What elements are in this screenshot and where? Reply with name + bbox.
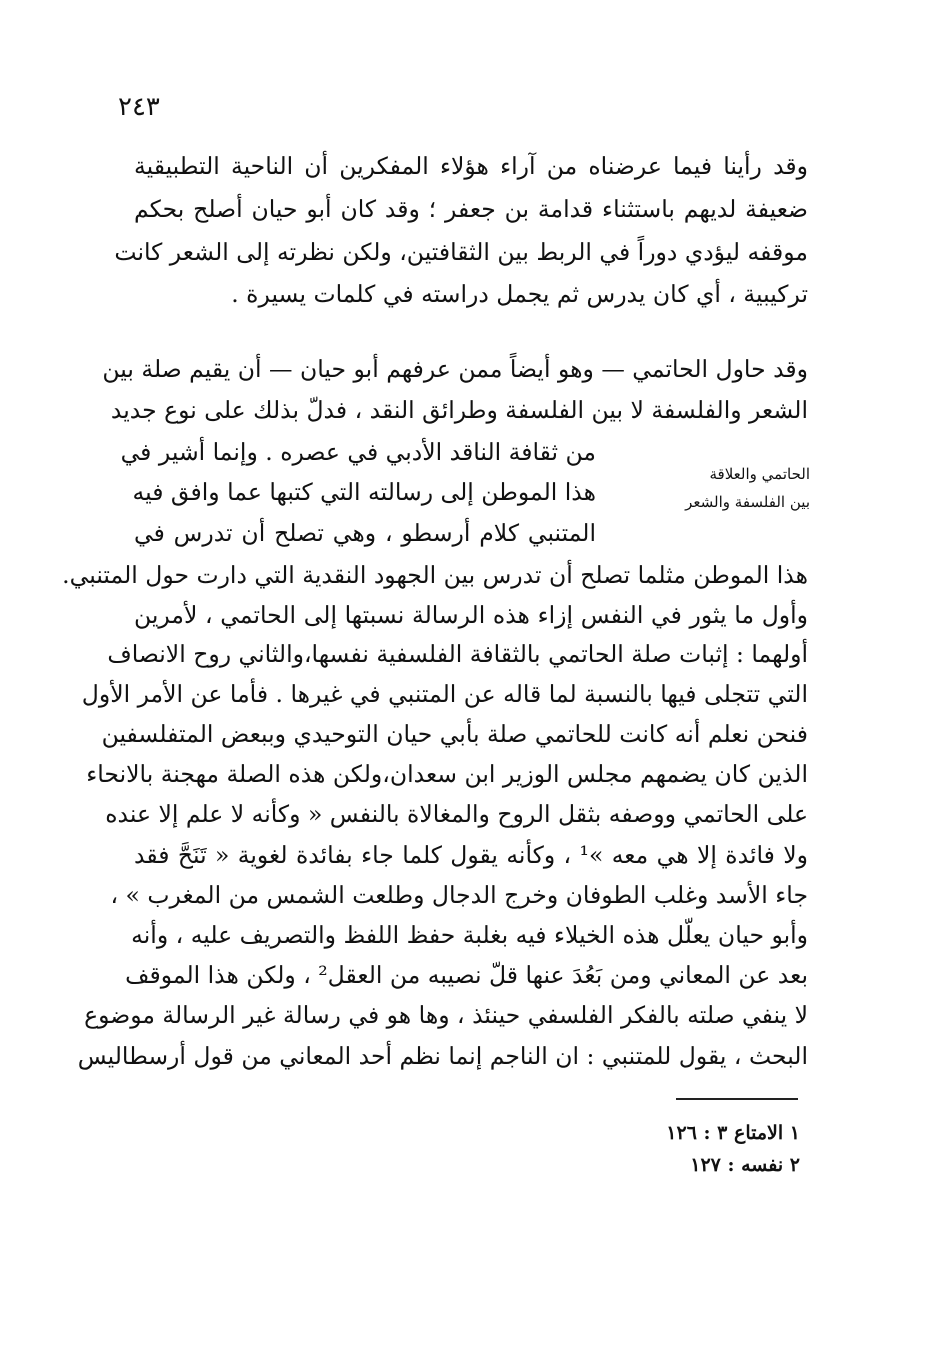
paragraph-2-line-15: البحث ، يقول للمتنبي : ان الناجم إنما نظم أحد المعاني من قول أرسطاليس xyxy=(77,1042,808,1070)
footnote-1: ١ الامتاع ٣ : ١٢٦ xyxy=(666,1122,800,1144)
margin-note-line-2: بين الفلسفة والشعر xyxy=(685,493,810,511)
paragraph-2-line-7: فنحن نعلم أنه كانت للحاتمي صلة بأبي حيان التوحيدي وببعض المتفلسفين xyxy=(101,720,808,748)
page-number: ٢٤٣ xyxy=(118,92,160,122)
paragraph-2-line-10: ولا فائدة إلا هي معه »¹ ، وكأنه يقول كلما جاء بفائدة لغوية « تَنَحَّ فقد xyxy=(134,841,809,869)
paragraph-2-line-4: وأول ما يثور في النفس إزاء هذه الرسالة نسبتها إلى الحاتمي ، لأمرين xyxy=(134,601,808,629)
paragraph-2-narrow-line-1: من ثقافة الناقد الأدبي في عصره . وإنما أشير في xyxy=(120,438,596,466)
paragraph-1-line-1: وقد رأينا فيما عرضناه من آراء هؤلاء المفكرين أن الناحية التطبيقية xyxy=(134,152,808,180)
paragraph-2-line-9: على الحاتمي ووصفه بثقل الروح والمغالاة بالنفس « وكأنه لا علم إلا عنده xyxy=(105,800,808,828)
paragraph-2-line-11: جاء الأسد وغلب الطوفان وخرج الدجال وطلعت الشمس من المغرب » ، xyxy=(110,881,808,909)
paragraph-2-line-6: التي تتجلى فيها بالنسبة لما قاله عن المتنبي في غيرها . فأما عن الأمر الأول xyxy=(81,680,808,708)
paragraph-2-line-2: الشعر والفلسفة لا بين الفلسفة وطرائق النقد ، فدلّ بذلك على نوع جديد xyxy=(110,396,808,424)
paragraph-2-narrow-line-3: المتنبي كلام أرسطو ، وهي تصلح أن تدرس في xyxy=(134,519,596,547)
paragraph-2-line-8: الذين كان يضمهم مجلس الوزير ابن سعدان،ولكن هذه الصلة مهجنة بالانحاء xyxy=(86,760,808,788)
paragraph-2-line-14: لا ينفي صلته بالفكر الفلسفي حينئذ ، وها هو في رسالة غير الرسالة موضوع xyxy=(84,1001,808,1029)
paragraph-2-line-5: أولهما : إثبات صلة الحاتمي بالثقافة الفلسفية نفسها،والثاني روح الانصاف xyxy=(107,640,808,668)
footnote-separator xyxy=(676,1098,798,1100)
paragraph-2-narrow-line-2: هذا الموطن إلى رسالته التي كتبها عما وافق فيه xyxy=(132,478,596,506)
footnote-2: ٢ نفسه : ١٢٧ xyxy=(690,1154,800,1176)
paragraph-1-line-4: تركيبية ، أي كان يدرس ثم يجمل دراسته في كلمات يسيرة . xyxy=(231,280,808,308)
paragraph-2-line-3: هذا الموطن مثلما تصلح أن تدرس بين الجهود النقدية التي دارت حول المتنبي. xyxy=(62,561,808,589)
paragraph-1-line-3: موقفه ليؤدي دوراً في الربط بين الثقافتين، ولكن نظرته إلى الشعر كانت xyxy=(114,238,808,266)
margin-note-line-1: الحاتمي والعلاقة xyxy=(709,465,810,483)
paragraph-2-line-12: وأبو حيان يعلّل هذه الخيلاء فيه بغلبة حفظ اللفظ والتصريف عليه ، وأنه xyxy=(131,921,808,949)
paragraph-1-line-2: ضعيفة لديهم باستثناء قدامة بن جعفر ؛ وقد كان أبو حيان أصلح بحكم xyxy=(134,195,808,223)
paragraph-2-line-1: وقد حاول الحاتمي — وهو أيضاً ممن عرفهم أبو حيان — أن يقيم صلة بين xyxy=(102,355,808,383)
paragraph-2-line-13: بعد عن المعاني ومن بَعُدَ عنها قلّ نصيبه من العقل² ، ولكن هذا الموقف xyxy=(125,961,808,989)
